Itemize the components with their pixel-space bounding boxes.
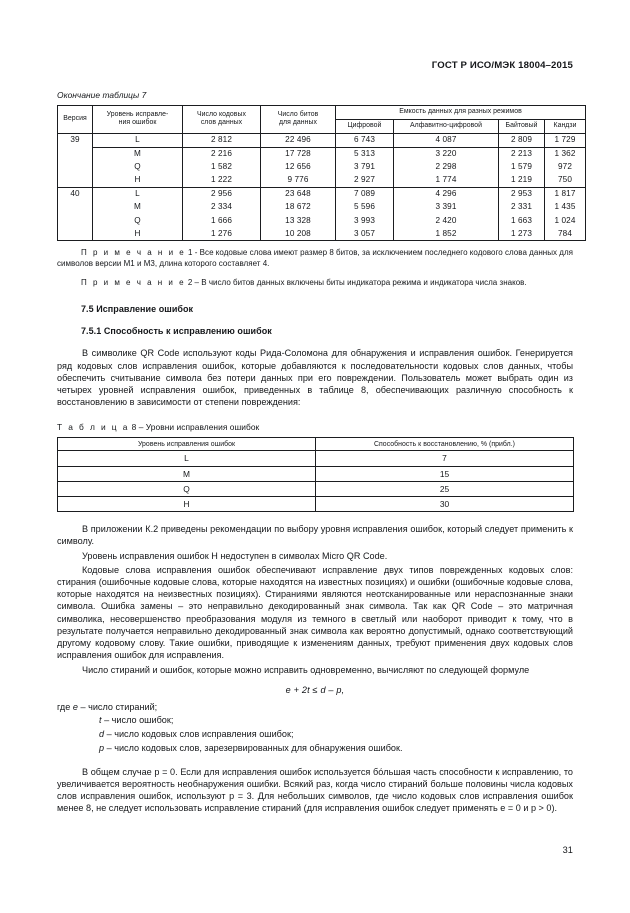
- cell-codewords: 1 582: [183, 161, 261, 174]
- cell-alphanumeric: 2 420: [394, 214, 499, 227]
- note-label: П р и м е ч а н и е: [81, 277, 186, 287]
- cell-byte: 1 273: [499, 227, 545, 241]
- cell-kanji: 1 729: [545, 133, 586, 147]
- cell-numeric: 7 089: [336, 188, 394, 202]
- cell-recovery: 7: [316, 451, 574, 466]
- cell-kanji: 1 024: [545, 214, 586, 227]
- cell-level: L: [58, 451, 316, 466]
- table8-header-row: [58, 438, 574, 451]
- cell-level: H: [93, 174, 183, 188]
- cell-bits: 23 648: [261, 188, 336, 202]
- cell-bits: 10 208: [261, 227, 336, 241]
- table7-note-1: [57, 248, 573, 269]
- cell-byte: 2 213: [499, 147, 545, 161]
- definition-text: – число стираний;: [77, 701, 158, 712]
- cell-byte: 2 809: [499, 133, 545, 147]
- cell-numeric: 3 791: [336, 161, 394, 174]
- cell-byte: 2 331: [499, 201, 545, 214]
- cell-recovery: 25: [316, 481, 574, 496]
- cell-recovery: 15: [316, 466, 574, 481]
- definition-text: – число кодовых слов исправления ошибок;: [104, 729, 294, 740]
- cell-codewords: 2 334: [183, 201, 261, 214]
- cell-level: M: [58, 466, 316, 481]
- th-version: Версия: [58, 106, 93, 134]
- cell-alphanumeric: 3 220: [394, 147, 499, 161]
- cell-level: M: [93, 147, 183, 161]
- th-bits-line1: Число битов: [277, 110, 319, 118]
- table-row: [58, 161, 586, 174]
- table7-caption: Окончание таблицы 7: [57, 90, 147, 100]
- cell-level: H: [93, 227, 183, 241]
- cell-bits: 17 728: [261, 147, 336, 161]
- th-ec-level: Уровень исправления ошибок: [58, 438, 316, 451]
- cell-bits: 12 656: [261, 161, 336, 174]
- cell-numeric: 6 743: [336, 133, 394, 147]
- cell-numeric: 5 596: [336, 201, 394, 214]
- cell-alphanumeric: 4 087: [394, 133, 499, 147]
- table-row: [58, 481, 574, 496]
- cell-codewords: 2 216: [183, 147, 261, 161]
- definition-p: [57, 742, 573, 755]
- cell-version: [58, 174, 93, 188]
- definition-symbol: p: [99, 742, 105, 753]
- table-row: [58, 496, 574, 511]
- th-ec-level-line1: Уровень исправле-: [106, 110, 169, 118]
- table-row: [58, 451, 574, 466]
- cell-numeric: 3 057: [336, 227, 394, 241]
- table-row: [58, 227, 586, 241]
- definition-text: – число ошибок;: [101, 715, 174, 726]
- cell-bits: 13 328: [261, 214, 336, 227]
- definition-symbol: d: [99, 729, 105, 740]
- note-label: П р и м е ч а н и е: [81, 248, 186, 258]
- cell-level: M: [93, 201, 183, 214]
- cell-numeric: 2 927: [336, 174, 394, 188]
- table-row: [58, 133, 586, 147]
- cell-codewords: 2 812: [183, 133, 261, 147]
- table8-caption-text: 8 – Уровни исправления ошибок: [129, 422, 260, 433]
- definition-intro: где: [57, 701, 71, 712]
- th-ec-level-line2: ния ошибок: [118, 119, 157, 127]
- cell-version: [58, 227, 93, 241]
- cell-kanji: 972: [545, 161, 586, 174]
- table-row: [58, 201, 586, 214]
- cell-kanji: 1 435: [545, 201, 586, 214]
- definition-text: – число кодовых слов, зарезервированных для обнаружения ошибок.: [104, 742, 403, 753]
- th-bits: [261, 106, 336, 134]
- table-8: [57, 437, 574, 512]
- document-standard-title: ГОСТ Р ИСО/МЭК 18004–2015: [431, 60, 573, 71]
- th-codewords: [183, 106, 261, 134]
- paragraph-reserved-codewords: В общем случае p = 0. Если для исправления ошибок используется бо́льшая часть способности к исправлению, то увеличивается вероятность необнаружения ошибки. Всякий раз, когда число стираний больше половины числа кодовых слов исправления ошибок, используют p = 3. Для небольших символов, где число кодовых слов исправления ошибок менее 8, не следует использовать исправление стираний (для исправления ошибок следует применять e = 0 и p > 0).: [57, 766, 573, 814]
- table8-caption: [57, 422, 573, 432]
- table7-header-row-1: [58, 106, 586, 120]
- cell-codewords: 1 222: [183, 174, 261, 188]
- cell-version: [58, 147, 93, 161]
- cell-codewords: 1 666: [183, 214, 261, 227]
- cell-alphanumeric: 3 391: [394, 201, 499, 214]
- paragraph-micro-qr-level-h: Уровень исправления ошибок Н недоступен в символах Micro QR Code.: [82, 550, 388, 561]
- table7-note-2: [57, 278, 573, 289]
- cell-kanji: 1 362: [545, 147, 586, 161]
- page-content: [57, 60, 577, 815]
- cell-version: [58, 161, 93, 174]
- cell-alphanumeric: 1 852: [394, 227, 499, 241]
- th-codewords-line1: Число кодовых: [196, 110, 247, 118]
- cell-kanji: 750: [545, 174, 586, 188]
- th-bits-line2: для данных: [278, 119, 318, 127]
- table-row: [58, 214, 586, 227]
- cell-alphanumeric: 1 774: [394, 174, 499, 188]
- page-number: 31: [562, 845, 573, 855]
- cell-kanji: 1 817: [545, 188, 586, 202]
- table-row: [58, 188, 586, 202]
- cell-recovery: 30: [316, 496, 574, 511]
- table-row: [58, 147, 586, 161]
- th-alphanumeric: Алфавитно-цифровой: [394, 119, 499, 133]
- cell-codewords: 1 276: [183, 227, 261, 241]
- table8-caption-label: Т а б л и ц а: [57, 422, 130, 433]
- cell-kanji: 784: [545, 227, 586, 241]
- cell-byte: 2 953: [499, 188, 545, 202]
- table-7: [57, 105, 586, 241]
- table-row: [58, 466, 574, 481]
- cell-numeric: 3 993: [336, 214, 394, 227]
- cell-level: Q: [93, 161, 183, 174]
- cell-alphanumeric: 2 298: [394, 161, 499, 174]
- cell-level: H: [58, 496, 316, 511]
- th-capacity-group: Емкость данных для разных режимов: [336, 106, 586, 120]
- th-ec-level: [93, 106, 183, 134]
- paragraph-erasures-and-errors: Кодовые слова исправления ошибок обеспечивают исправление двух типов поврежденных кодовых слов: стирания (ошибочные кодовые слова, которые находятся на известных позициях) и ошибки (ошибочные кодовые слова, которые находятся на неизвестных позициях). Стираниями являются неотсканированные или нераспознанные знаки символа. Ошибка замены – это неправильно декодированный знак символа. Так как QR Code – это матричная символика, несовершенство преобразования модуля из темного в светлый или наоборот приводит к тому, что в результате получается неправильно декодированный знак символа как вероятно допустимый, однако соответствующий другому кодовому слову. Такие ошибки, приводящие к изменениям данных, требуют применения двух кодовых слов исправления ошибок для исправления.: [57, 564, 573, 661]
- cell-level: L: [93, 188, 183, 202]
- cell-bits: 9 776: [261, 174, 336, 188]
- cell-byte: 1 579: [499, 161, 545, 174]
- paragraph-error-correction-intro: В символике QR Code используют коды Рида-Соломона для обнаружения и исправления ошибок. Генерируется ряд кодовых слов исправления ошибок, которые добавляются к последовательности кодовых слов данных, чтобы обеспечить считывание символа без потери данных при его повреждении. Пользователь может выбрать один из четырех уровней исправления ошибок, приведенных в таблице 8, обеспечивающих различную способность к восстановлению в зависимости от степени повреждения:: [57, 348, 573, 408]
- note-text: 1 - Все кодовые слова имеют размер 8 битов, за исключением последнего кодового слова данных для символов версии М1 и М3, длина которого составляет 4.: [57, 248, 573, 269]
- th-byte: Байтовый: [499, 119, 545, 133]
- definition-t: [57, 714, 573, 727]
- definition-e: [57, 701, 573, 714]
- cell-level: L: [93, 133, 183, 147]
- definition-d: [57, 728, 573, 741]
- paragraph-annex-k2: В приложении К.2 приведены рекомендации по выбору уровня исправления ошибок, который следует применить к символу.: [57, 524, 573, 547]
- cell-version: [58, 214, 93, 227]
- cell-level: Q: [58, 481, 316, 496]
- cell-version: [58, 201, 93, 214]
- formula-error-capacity: e + 2t ≤ d – p,: [285, 684, 345, 695]
- definition-symbol: t: [99, 715, 102, 726]
- definition-symbol: e: [72, 701, 78, 712]
- cell-bits: 18 672: [261, 201, 336, 214]
- note-text: 2 – В число битов данных включены биты индикатора режима и индикатора числа знаков.: [185, 277, 527, 287]
- cell-byte: 1 663: [499, 214, 545, 227]
- cell-byte: 1 219: [499, 174, 545, 188]
- th-numeric: Цифровой: [336, 119, 394, 133]
- cell-version: 39: [58, 133, 93, 147]
- th-codewords-line2: слов данных: [200, 119, 243, 127]
- th-recovery: Способность к восстановлению, % (прибл.): [316, 438, 574, 451]
- cell-level: Q: [93, 214, 183, 227]
- cell-codewords: 2 956: [183, 188, 261, 202]
- cell-numeric: 5 313: [336, 147, 394, 161]
- paragraph-formula-intro: Число стираний и ошибок, которые можно исправить одновременно, вычисляют по следующей формуле: [82, 664, 530, 675]
- section-heading-7-5-1: 7.5.1 Способность к исправлению ошибок: [81, 326, 272, 337]
- cell-bits: 22 496: [261, 133, 336, 147]
- th-kanji: Кандзи: [545, 119, 586, 133]
- cell-alphanumeric: 4 296: [394, 188, 499, 202]
- table-row: [58, 174, 586, 188]
- cell-version: 40: [58, 188, 93, 202]
- section-heading-7-5: 7.5 Исправление ошибок: [81, 304, 194, 315]
